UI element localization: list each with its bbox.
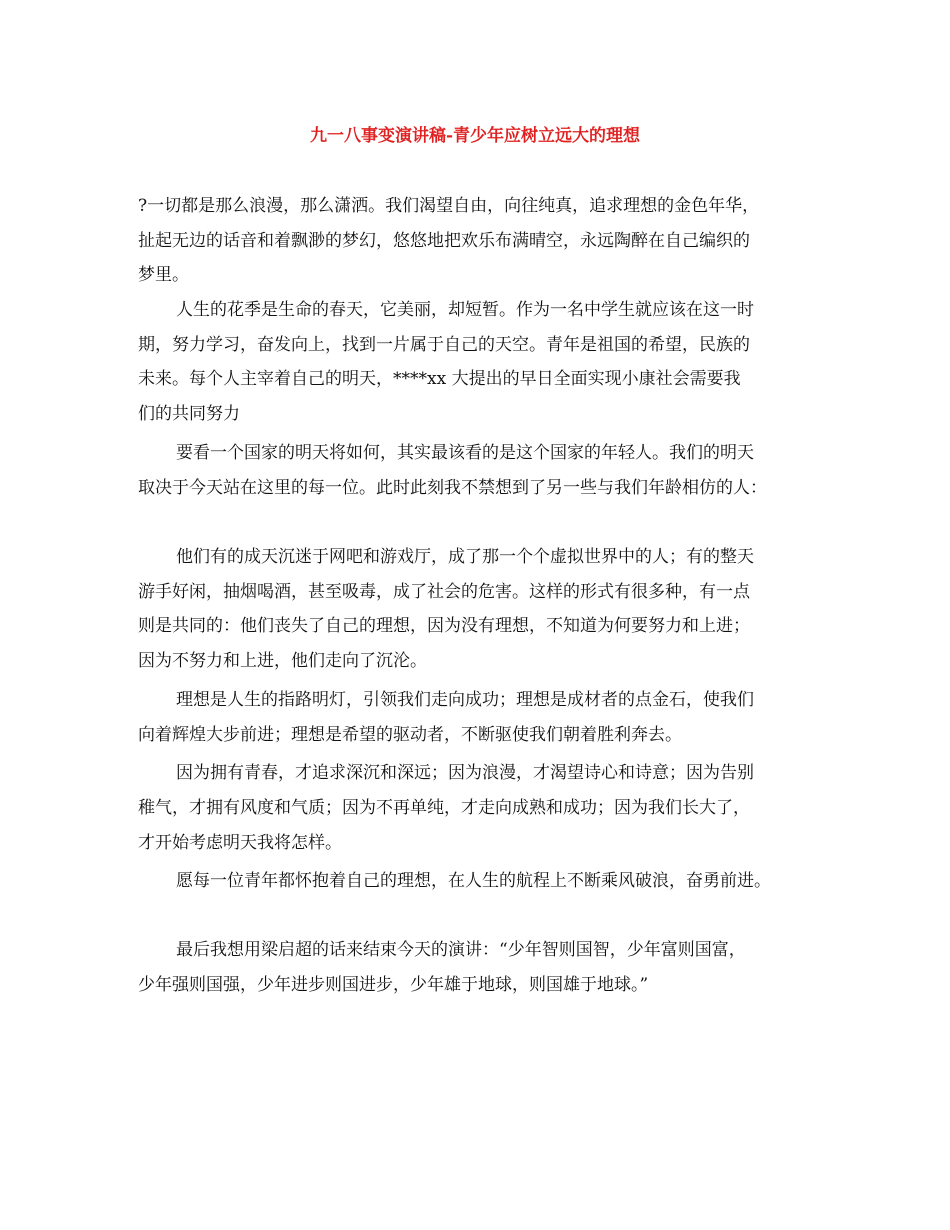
text-line: 理想是人生的指路明灯，引领我们走向成功；理想是成材者的点金石，使我们	[176, 690, 754, 710]
text-line: 取决于今天站在这里的每一位。此时此刻我不禁想到了另一些与我们年龄相仿的人：	[138, 478, 767, 498]
text-line: 因为不努力和上进，他们走向了沉沦。	[138, 651, 427, 671]
text-line: 们的共同努力	[138, 404, 240, 424]
text-line: 最后我想用梁启超的话来结束今天的演讲：“少年智则国智，少年富则国富，	[176, 940, 746, 960]
text-line: 要看一个国家的明天将如何，其实最该看的是这个国家的年轻人。我们的明天	[176, 443, 754, 463]
text-line: 则是共同的：他们丧失了自己的理想，因为没有理想，不知道为何要努力和上进；	[138, 616, 750, 636]
text-line: 他们有的成天沉迷于网吧和游戏厅，成了那一个个虚拟世界中的人；有的整天	[176, 547, 754, 567]
text-line: 愿每一位青年都怀抱着自己的理想，在人生的航程上不断乘风破浪，奋勇前进。	[176, 871, 771, 891]
text-line: 期，努力学习，奋发向上，找到一片属于自己的天空。青年是祖国的希望，民族的	[138, 335, 750, 355]
text-line: 梦里。	[138, 265, 189, 285]
text-line: 未来。每个人主宰着自己的明天，****xx 大提出的早日全面实现小康社会需要我	[138, 369, 741, 389]
text-line: 才开始考虑明天我将怎样。	[138, 833, 342, 853]
text-line: 向着辉煌大步前进；理想是希望的驱动者，不断驱使我们朝着胜利奔去。	[138, 725, 682, 745]
text-line: 人生的花季是生命的春天，它美丽，却短暂。作为一名中学生就应该在这一时	[176, 300, 754, 320]
text-line: 扯起无边的话音和着飘渺的梦幻，悠悠地把欢乐布满晴空，永远陶醉在自己编织的	[138, 231, 750, 251]
text-line: 稚气，才拥有风度和气质；因为不再单纯，才走向成熟和成功；因为我们长大了，	[138, 798, 750, 818]
text-line: 少年强则国强，少年进步则国进步，少年雄于地球，则国雄于地球。”	[138, 975, 649, 995]
text-line: 游手好闲，抽烟喝酒，甚至吸毒，成了社会的危害。这样的形式有很多种，有一点	[138, 582, 750, 602]
text-line: 因为拥有青春，才追求深沉和深远；因为浪漫，才渴望诗心和诗意；因为告别	[176, 763, 754, 783]
text-line: ?一切都是那么浪漫，那么潇洒。我们渴望自由，向往纯真，追求理想的金色年华，	[138, 196, 760, 216]
document-title: 九一八事变演讲稿-青少年应树立远大的理想	[309, 126, 641, 146]
